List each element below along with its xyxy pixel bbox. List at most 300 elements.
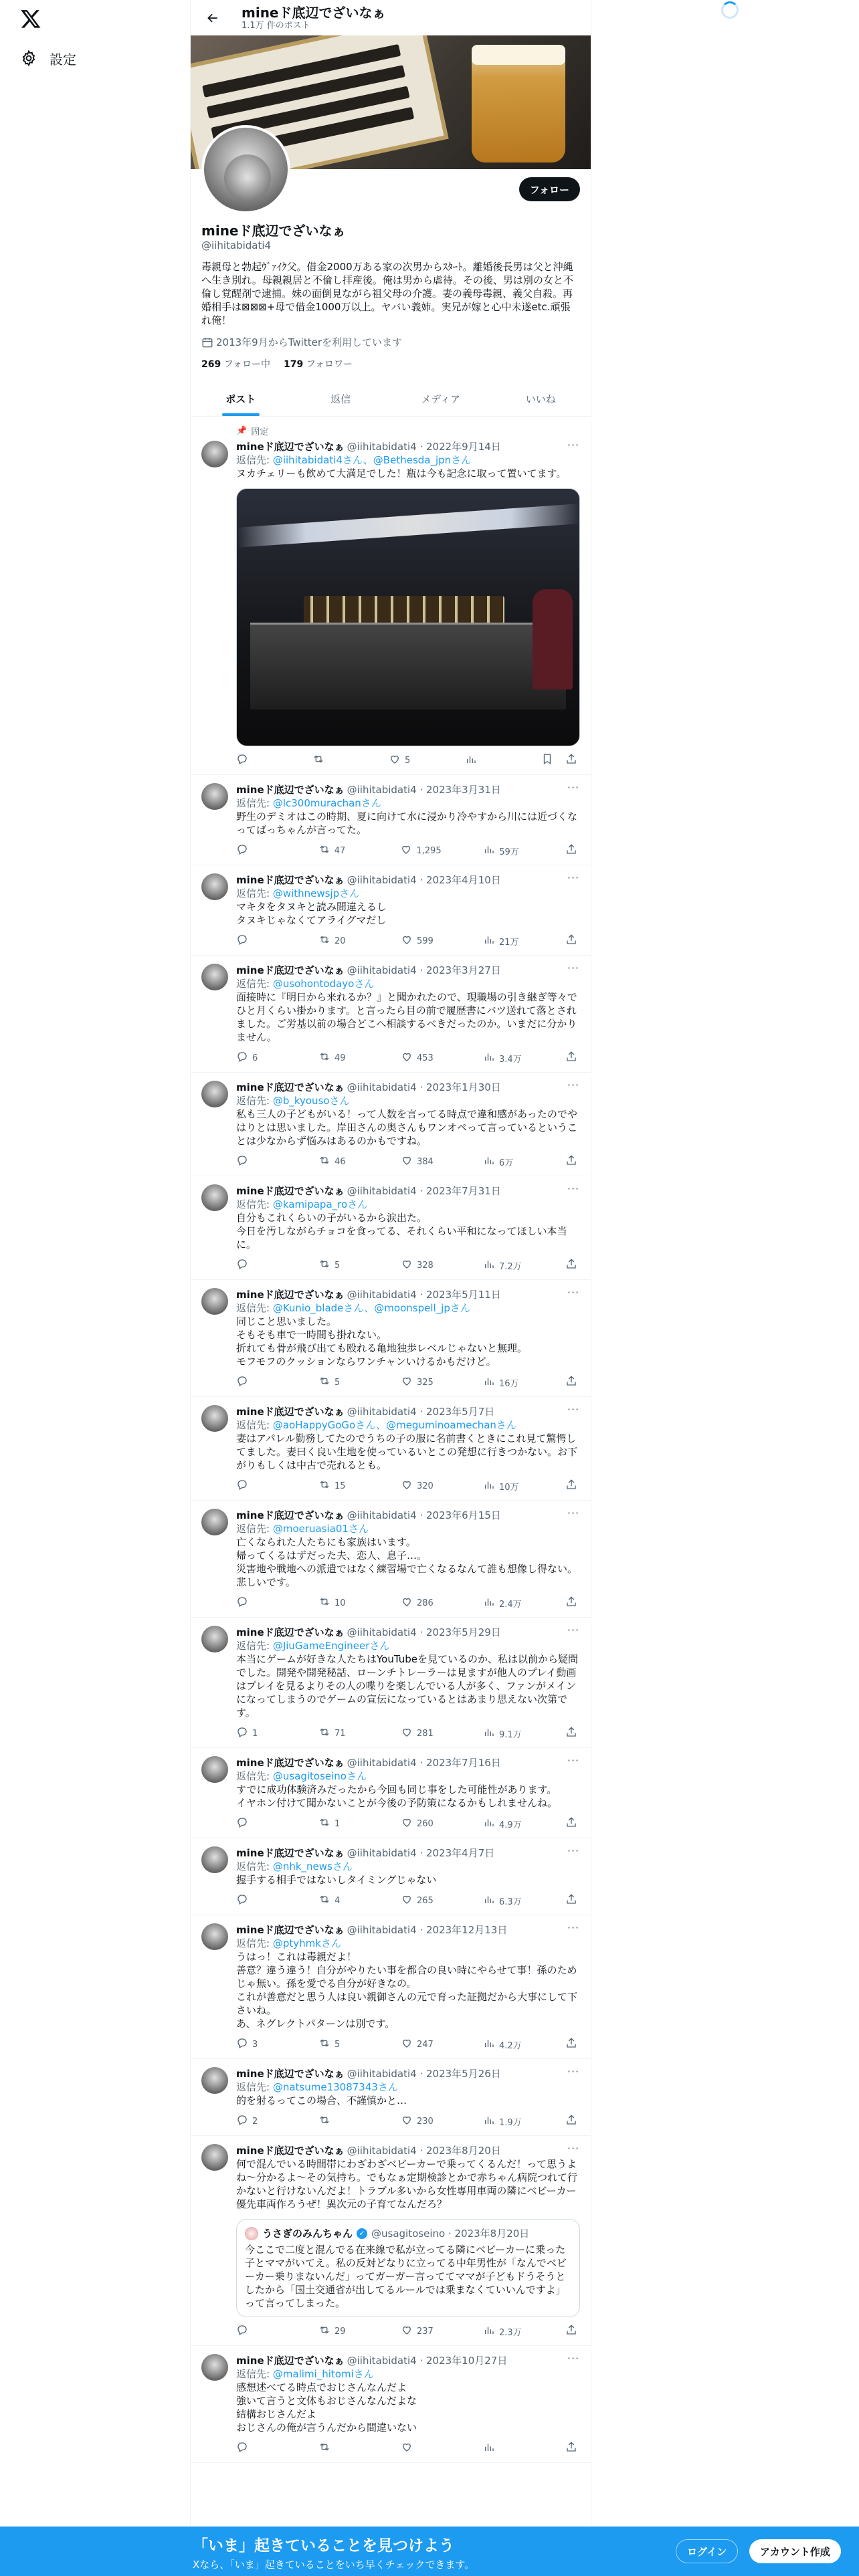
tweet-avatar[interactable] (201, 1184, 228, 1211)
bar-chart-icon (483, 1893, 495, 1908)
tweet-header (236, 783, 580, 796)
tweet-author-name[interactable]: mineド底辺でざいなぁ (236, 441, 345, 453)
repost-icon (312, 753, 324, 768)
repost-button[interactable]: 4 (318, 1893, 359, 1908)
heart-icon (401, 2037, 413, 2052)
tweet-avatar[interactable] (201, 2354, 228, 2381)
reply-context: 返信先: @moeruasia01さん (236, 1523, 369, 1535)
reply-icon (236, 1479, 248, 1493)
tweet-meta[interactable]: @iihitabidati4 · 2023年1月30日 (347, 1081, 501, 1093)
views-button[interactable]: 9.1万 (483, 1726, 523, 1741)
header-post-count: 1.1万 件のポスト (242, 20, 310, 31)
more-options-icon[interactable]: ··· (567, 439, 580, 451)
reply-mention-link[interactable]: @moeruasia01さん (272, 1523, 369, 1535)
repost-button[interactable]: 46 (318, 1154, 359, 1169)
share-icon (565, 1154, 577, 1169)
quote-avatar (245, 2227, 258, 2240)
repost-button[interactable]: 10 (318, 1596, 359, 1610)
reply-context: 返信先: @natsume13087343さん (236, 2081, 398, 2093)
reply-mention-link[interactable]: @kamipapa_roさん (272, 1198, 368, 1210)
tweet-text: 野生のデミオはこの時期、夏に向けて水に浸かり冷やすから川には近づくなってばっちゃんが言ってた。 (236, 811, 578, 836)
profile-tabs (191, 381, 591, 417)
more-options-icon[interactable]: ··· (567, 2065, 580, 2078)
share-button[interactable] (565, 2324, 577, 2339)
bar-chart-icon (483, 2441, 495, 2456)
tweet[interactable] (191, 865, 591, 956)
repost-button[interactable]: 5 (318, 1258, 359, 1273)
share-icon (565, 1479, 577, 1493)
tweet-header (236, 2144, 580, 2157)
tweet[interactable] (191, 2136, 591, 2346)
x-logo-icon[interactable] (20, 8, 41, 29)
like-button[interactable]: 237 (401, 2324, 441, 2339)
views-button[interactable] (483, 2441, 523, 2456)
repost-button[interactable]: 5 (318, 2037, 359, 2052)
repost-icon (318, 1893, 330, 1908)
follow-button[interactable]: フォロー (519, 177, 580, 201)
tweet-actions (236, 2037, 580, 2052)
reply-button[interactable] (236, 1375, 276, 1390)
reply-button[interactable]: 3 (236, 2037, 276, 2052)
back-button[interactable] (201, 7, 224, 29)
repost-icon (318, 934, 330, 948)
repost-icon (318, 1154, 330, 1169)
more-options-icon[interactable]: ··· (567, 1844, 580, 1857)
share-button[interactable] (565, 2441, 577, 2456)
like-button[interactable]: 453 (401, 1051, 441, 1065)
tab-likes[interactable]: いいね (525, 393, 556, 405)
reply-button[interactable] (236, 2324, 276, 2339)
tweet-meta[interactable]: @iihitabidati4 · 2023年5月7日 (347, 1406, 495, 1418)
tweet-actions (236, 2324, 580, 2339)
more-options-icon[interactable]: ··· (567, 1921, 580, 1934)
tweet-actions (236, 1726, 580, 1741)
repost-icon (318, 2441, 330, 2456)
heart-icon (401, 1596, 413, 1610)
tweet-actions (236, 1479, 580, 1493)
share-button[interactable] (565, 934, 577, 948)
tweet-header (236, 1288, 580, 1301)
reply-mention-link[interactable]: @ptyhmkさん (272, 1937, 341, 1949)
tweet-avatar[interactable] (201, 783, 228, 810)
reply-button[interactable]: 1 (236, 1726, 276, 1741)
like-button[interactable] (401, 2441, 441, 2456)
tweet-avatar[interactable] (201, 2144, 228, 2171)
following-link[interactable]: 269 フォロー中 (201, 359, 270, 370)
tweet-author-name[interactable]: mineド底辺でざいなぁ (236, 784, 345, 796)
tweet[interactable] (191, 956, 591, 1073)
bar-chart-icon (483, 2324, 495, 2339)
tweet-author-name[interactable]: mineド底辺でざいなぁ (236, 1406, 345, 1418)
more-options-icon[interactable]: ··· (567, 1079, 580, 1091)
tweet-text: マキタをタヌキと読み間違えるし タヌキじゃなくてアライグマだし (236, 901, 387, 926)
tweet-meta[interactable]: @iihitabidati4 · 2023年3月27日 (347, 964, 501, 976)
share-button[interactable] (565, 753, 577, 768)
reply-icon (236, 1726, 248, 1741)
heart-icon (400, 843, 412, 858)
tweet-meta[interactable]: @iihitabidati4 · 2023年5月11日 (347, 1289, 501, 1301)
tweet[interactable] (191, 1618, 591, 1748)
reply-button[interactable]: 2 (236, 2114, 276, 2129)
tweet-header (236, 440, 580, 453)
repost-icon (318, 1726, 330, 1741)
signup-button[interactable]: アカウント作成 (749, 2539, 841, 2563)
like-button[interactable]: 247 (401, 2037, 441, 2052)
tweet-text: 亡くなられた人たちにも家族はいます。 帰ってくるはずだった夫、恋人、息子…。 災害地や戦地への派遣ではなく練習場で亡くなるなんて誰も想像し得ない。 悲しいです。 (236, 1536, 578, 1588)
more-options-icon[interactable]: ··· (567, 1403, 580, 1416)
like-button[interactable]: 325 (401, 1375, 441, 1390)
heart-icon (401, 1051, 413, 1065)
reply-icon (236, 2037, 248, 2052)
views-button[interactable]: 4.9万 (483, 1816, 523, 1831)
tweet[interactable] (191, 1176, 591, 1280)
share-button[interactable] (565, 1816, 577, 1831)
tweet[interactable] (191, 1397, 591, 1501)
share-icon (565, 934, 577, 948)
reply-button[interactable] (236, 1479, 276, 1493)
tweet-text: うはっ！これは毒親だよ！ 善意？違う違う！自分がやりたい事を都合の良い時にやらせて事！孫のためじゃ無い。孫を愛でる自分が好きなの。 これが善意だと思う人は良い親御さんの元で育った証拠だから大事にして下さいね。 あ、ネグレクトパターンは別です。 (236, 1951, 578, 2030)
reply-icon (236, 753, 248, 768)
tweet-header (236, 873, 580, 887)
share-button[interactable] (565, 1154, 577, 1169)
tweet[interactable] (191, 1838, 591, 1915)
reply-mention-link[interactable]: @JiuGameEngineerさん (272, 1640, 390, 1652)
reply-icon (236, 843, 248, 858)
reply-icon (236, 2114, 248, 2129)
tweet-author-name[interactable]: mineド底辺でざいなぁ (236, 2355, 345, 2367)
like-button[interactable]: 230 (401, 2114, 441, 2129)
views-button[interactable]: 2.4万 (483, 1596, 523, 1610)
heart-icon (401, 934, 413, 948)
share-button[interactable] (565, 2037, 577, 2052)
tweet-actions (236, 1596, 580, 1610)
reply-button[interactable]: 6 (236, 1051, 276, 1065)
signup-banner (0, 2527, 859, 2576)
share-icon (565, 1051, 577, 1065)
more-options-icon[interactable]: ··· (567, 1182, 580, 1195)
profile-handle: @iihitabidati4 (201, 239, 272, 251)
tweet-avatar[interactable] (201, 1288, 228, 1315)
reply-mention-link[interactable]: @lc300murachanさん (272, 797, 381, 809)
heart-icon (401, 1154, 413, 1169)
tweet[interactable] (191, 1280, 591, 1397)
reply-mention-link[interactable]: @usagitoseinoさん (272, 1770, 367, 1782)
tweet-header (236, 1923, 580, 1937)
tweet-meta[interactable]: @iihitabidati4 · 2023年4月10日 (347, 874, 501, 886)
views-button[interactable]: 7.2万 (483, 1258, 523, 1273)
reply-mention-link[interactable]: @iihitabidati4さん、@Bethesda_jpnさん (272, 454, 472, 466)
like-button[interactable]: 265 (401, 1893, 441, 1908)
share-button[interactable] (565, 2114, 577, 2129)
share-icon (565, 1375, 577, 1390)
reply-context: 返信先: @JiuGameEngineerさん (236, 1640, 390, 1652)
bar-chart-icon (483, 1726, 495, 1741)
bar-chart-icon (483, 1479, 495, 1493)
tweet-author-name[interactable]: mineド底辺でざいなぁ (236, 1185, 345, 1197)
tweet-photo[interactable] (236, 488, 580, 746)
more-options-icon[interactable]: ··· (567, 1754, 580, 1767)
tweet[interactable] (191, 1501, 591, 1618)
tweet-text: 的を射るってこの場合、不謹慎かと… (236, 2095, 407, 2107)
views-button[interactable] (465, 753, 505, 768)
tweet-actions (236, 1893, 580, 1908)
reply-context: 返信先: @kamipapa_roさん (236, 1198, 368, 1210)
reply-mention-link[interactable]: @b_kyousoさん (272, 1095, 350, 1107)
tweet[interactable] (191, 2059, 591, 2136)
reply-button[interactable] (236, 1154, 276, 1169)
more-options-icon[interactable]: ··· (567, 1507, 580, 1519)
tweet[interactable] (191, 2346, 591, 2463)
header-profile-name: mineド底辺でざいなぁ (242, 4, 386, 21)
repost-button[interactable]: 15 (318, 1479, 359, 1493)
tweet-avatar[interactable] (201, 1626, 228, 1652)
pin-icon: 📌 (236, 426, 248, 436)
tweet-text: ヌカチェリーも飲めて大満足でした！瓶は今も記念に取って置いてます。 (236, 467, 567, 479)
reply-icon (236, 1596, 248, 1610)
verified-badge-icon: ✓ (357, 2228, 367, 2239)
heart-icon (401, 1479, 413, 1493)
like-button[interactable]: 260 (401, 1816, 441, 1831)
reply-icon (236, 2324, 248, 2339)
tweet-author-name[interactable]: mineド底辺でざいなぁ (236, 1626, 345, 1638)
more-options-icon[interactable]: ··· (567, 871, 580, 884)
tweet[interactable] (191, 417, 591, 775)
views-button[interactable]: 4.2万 (483, 2037, 523, 2052)
reply-context: 返信先: @iihitabidati4さん、@Bethesda_jpnさん (236, 454, 472, 466)
like-button[interactable]: 320 (401, 1479, 441, 1493)
tab-posts[interactable]: ポスト (191, 381, 291, 416)
tweet-author-name[interactable]: mineド底辺でざいなぁ (236, 2068, 345, 2080)
tweet-avatar[interactable] (201, 873, 228, 900)
more-options-icon[interactable]: ··· (567, 2352, 580, 2365)
tweet-avatar[interactable] (201, 964, 228, 990)
repost-button[interactable]: 29 (318, 2324, 359, 2339)
tweet-meta[interactable]: @iihitabidati4 · 2023年6月15日 (347, 1509, 501, 1521)
share-button[interactable] (565, 1893, 577, 1908)
like-button[interactable]: 281 (401, 1726, 441, 1741)
heart-icon (401, 2114, 413, 2129)
more-options-icon[interactable]: ··· (567, 962, 580, 974)
tweet-author-name[interactable]: mineド底辺でざいなぁ (236, 2145, 345, 2157)
profile-name: mineド底辺でざいなぁ (201, 223, 346, 239)
repost-button[interactable]: 1 (318, 1816, 359, 1831)
tweet-author-name[interactable]: mineド底辺でざいなぁ (236, 874, 345, 886)
reply-mention-link[interactable]: @usohontodayoさん (272, 978, 375, 990)
share-icon (565, 1258, 577, 1273)
tweet-author-name[interactable]: mineド底辺でざいなぁ (236, 1081, 345, 1093)
views-button[interactable]: 2.3万 (483, 2324, 523, 2339)
more-options-icon[interactable]: ··· (567, 2142, 580, 2155)
repost-icon (318, 1051, 330, 1065)
repost-button[interactable]: 20 (318, 934, 359, 948)
reply-context: 返信先: @aoHappyGoGoさん、@meguminoamechanさん (236, 1419, 516, 1431)
share-button[interactable] (565, 1726, 577, 1741)
tweet-header (236, 1081, 580, 1094)
tweet-meta[interactable]: @iihitabidati4 · 2023年4月7日 (347, 1847, 495, 1859)
reply-mention-link[interactable]: @aoHappyGoGoさん、@meguminoamechanさん (272, 1419, 516, 1431)
share-button[interactable] (565, 1051, 577, 1065)
tweet-text: 握手する相手ではないしタイミングじゃない (236, 1874, 437, 1886)
like-button[interactable]: 599 (401, 934, 441, 948)
repost-button[interactable]: 49 (318, 1051, 359, 1065)
tweet-header (236, 1846, 580, 1860)
reply-button[interactable] (236, 1816, 276, 1831)
profile-avatar[interactable] (201, 125, 290, 214)
reply-icon (236, 1258, 248, 1273)
share-icon (565, 2037, 577, 2052)
repost-button[interactable] (318, 2114, 359, 2129)
reply-button[interactable] (236, 934, 276, 948)
like-button[interactable]: 286 (401, 1596, 441, 1610)
repost-button[interactable]: 47 (318, 843, 359, 858)
quoted-tweet[interactable] (236, 2219, 580, 2317)
bar-chart-icon (483, 1051, 495, 1065)
share-button[interactable] (565, 1375, 577, 1390)
views-button[interactable]: 6万 (483, 1154, 523, 1169)
tweet-avatar[interactable] (201, 2067, 228, 2094)
more-options-icon[interactable]: ··· (567, 1624, 580, 1636)
tweet-author-name[interactable]: mineド底辺でざいなぁ (236, 1289, 345, 1301)
heart-icon (401, 2441, 413, 2456)
bar-chart-icon (483, 934, 495, 948)
tweet-avatar[interactable] (201, 441, 228, 467)
reply-mention-link[interactable]: @withnewsjpさん (272, 887, 360, 899)
share-icon (565, 1816, 577, 1831)
followers-link[interactable]: 179 フォロワー (284, 359, 353, 370)
bookmark-button[interactable] (541, 753, 553, 768)
tweet-avatar[interactable] (201, 1756, 228, 1783)
login-button[interactable]: ログイン (676, 2539, 738, 2563)
share-button[interactable] (565, 1596, 577, 1610)
tweet-meta[interactable]: @iihitabidati4 · 2022年9月14日 (347, 441, 501, 453)
nav-settings-link[interactable] (20, 47, 76, 70)
tweet-avatar[interactable] (201, 1509, 228, 1535)
tweet-meta[interactable]: @iihitabidati4 · 2023年5月29日 (347, 1626, 501, 1638)
profile-bio: 毒親母と勃起ｳﾞｧｲｸ父。借金2000万ある家の次男からｽﾀｰﾄ。離婚後長男は父と沖縄へ生き別れ。母親親居と不倫し拝産後。俺は男から虐待。その後、男は別の女と不倫し覚醒剤で逮捕。妹の面倒見ながら祖父母の介護。妻の義母毒親、義父自殺。再婚相手は⊠⊠⊠+母で借金1000万以上。ヤバい義姉。実兄が嫁と心中未遂etc.頑張れ俺！ (201, 261, 573, 326)
tweet-header (236, 1509, 580, 1522)
tweet-author-name[interactable]: mineド底辺でざいなぁ (236, 1509, 345, 1521)
tweet-meta[interactable]: @iihitabidati4 · 2023年3月31日 (347, 784, 501, 796)
tab-media[interactable]: メディア (421, 393, 461, 405)
views-button[interactable]: 6.3万 (483, 1893, 523, 1908)
reply-context: 返信先: @usohontodayoさん (236, 978, 375, 990)
tweet-avatar[interactable] (201, 1846, 228, 1873)
tweet-author-name[interactable]: mineド底辺でざいなぁ (236, 1757, 345, 1769)
reply-button[interactable] (236, 1596, 276, 1610)
tweet-avatar[interactable] (201, 1081, 228, 1107)
pinned-label: 📌 固定 (236, 426, 269, 437)
tweet-actions (236, 1816, 580, 1831)
heart-icon (401, 1893, 413, 1908)
reply-mention-link[interactable]: @malimi_hitomiさん (272, 2368, 374, 2380)
like-button[interactable]: 5 (389, 753, 429, 768)
tweet-meta[interactable]: @iihitabidati4 · 2023年10月27日 (347, 2355, 508, 2367)
reply-button[interactable] (236, 2441, 276, 2456)
tweet[interactable] (191, 775, 591, 865)
tweet-meta[interactable]: @iihitabidati4 · 2023年12月13日 (347, 1924, 508, 1936)
reply-context: 返信先: @withnewsjpさん (236, 887, 360, 899)
reply-context: 返信先: @Kunio_bladeさん、@moonspell_jpさん (236, 1302, 470, 1314)
like-button[interactable]: 328 (401, 1258, 441, 1273)
reply-mention-link[interactable]: @nhk_newsさん (272, 1860, 353, 1872)
reply-mention-link[interactable]: @Kunio_bladeさん、@moonspell_jpさん (272, 1302, 470, 1314)
tweet[interactable] (191, 1915, 591, 2059)
views-button[interactable]: 3.4万 (483, 1051, 523, 1065)
tweet-text: 同じこと思いました。 そもそも車で一時間も掛れない。 折れても骨が飛び出ても殴れる亀地独歩レベルじゃないと無理。 モフモフのクッションならワンチャンいけるかもだけど。 (236, 1315, 528, 1368)
tweet[interactable] (191, 1073, 591, 1176)
more-options-icon[interactable]: ··· (567, 1286, 580, 1299)
loading-spinner-icon (721, 1, 739, 19)
views-button[interactable]: 16万 (483, 1375, 523, 1390)
views-button[interactable]: 1.9万 (483, 2114, 523, 2129)
tweet-actions (236, 934, 580, 948)
reply-icon (236, 1051, 248, 1065)
reply-button[interactable] (236, 1258, 276, 1273)
profile-stats (201, 357, 580, 370)
reply-context: 返信先: @ptyhmkさん (236, 1937, 341, 1949)
tweet-author-name[interactable]: mineド底辺でざいなぁ (236, 1924, 345, 1936)
tweet-meta[interactable]: @iihitabidati4 · 2023年8月20日 (347, 2145, 501, 2157)
timeline (191, 417, 591, 2463)
repost-icon (318, 1479, 330, 1493)
tweet-header (236, 1756, 580, 1769)
share-icon (565, 1596, 577, 1610)
share-button[interactable] (565, 1258, 577, 1273)
bar-chart-icon (483, 843, 495, 858)
share-icon (565, 1893, 577, 1908)
tweet-actions (236, 2114, 580, 2129)
views-button[interactable]: 21万 (483, 934, 523, 948)
bar-chart-icon (483, 1375, 495, 1390)
tweet-meta[interactable]: @iihitabidati4 · 2023年7月16日 (347, 1757, 501, 1769)
tweet-meta[interactable]: @iihitabidati4 · 2023年7月31日 (347, 1185, 501, 1197)
tweet-author-name[interactable]: mineド底辺でざいなぁ (236, 964, 345, 976)
like-button[interactable]: 384 (401, 1154, 441, 1169)
share-button[interactable] (565, 1479, 577, 1493)
reply-button[interactable] (236, 1893, 276, 1908)
repost-button[interactable]: 71 (318, 1726, 359, 1741)
tweet-avatar[interactable] (201, 1405, 228, 1432)
tweet-text: 面接時に『明日から来れるか？』と聞かれたので、現職場の引き継ぎ等々でひと月くらい掛かります。と言ったら目の前で履歴書にバツ送れて落とされました。ご労基以前の場合どこへ相談するべきだったのか。いまだに分かりません。 (236, 991, 577, 1043)
banner-title: 「いま」起きていることを見つけよう (193, 2537, 454, 2555)
tweet-avatar[interactable] (201, 1923, 228, 1950)
like-button[interactable]: 1,295 (400, 843, 441, 858)
tweet-meta[interactable]: @iihitabidati4 · 2023年5月26日 (347, 2068, 501, 2080)
repost-button[interactable] (318, 2441, 359, 2456)
tweet-author-name[interactable]: mineド底辺でざいなぁ (236, 1847, 345, 1859)
reply-button[interactable] (236, 843, 276, 858)
reply-mention-link[interactable]: @natsume13087343さん (272, 2081, 398, 2093)
repost-button[interactable]: 5 (318, 1375, 359, 1390)
tweet-text: 妻はアパレル勤務してたのでうちの子の服に名前書くときにこれ見て驚愕してました。妻曰く良い生地を使っているいとこの発想に行きつかない。お下がりもしくは中古で売れるとも。 (236, 1432, 578, 1471)
tweet-header (236, 1405, 580, 1418)
repost-button[interactable] (312, 753, 353, 768)
more-options-icon[interactable]: ··· (567, 781, 580, 794)
profile-column (190, 0, 591, 2576)
tweet-actions (236, 1154, 580, 1169)
reply-context: 返信先: @malimi_hitomiさん (236, 2368, 374, 2380)
banner-subtitle: Xなら、「いま」起きていることをいち早くチェックできます。 (193, 2559, 475, 2571)
reply-button[interactable] (236, 753, 276, 768)
views-button[interactable]: 59万 (483, 843, 523, 858)
quote-text: 今ここで二度と混んでる在来線で私が立ってる隣にベビーカーに乗った子とママがいてえ。私の反対どなりに立ってる中年男性が「なんでベビーカー乗りまないんだ」ってガーガー言っててママが子どもドうそうとしたから「国土交通省が出してるルールでは乗まなくていいんですよ」って言ってしまった。 (245, 2244, 567, 2309)
tab-replies[interactable]: 返信 (330, 393, 351, 405)
share-button[interactable] (565, 843, 577, 858)
tweet-header (236, 964, 580, 977)
tweet[interactable] (191, 1748, 591, 1838)
views-button[interactable]: 10万 (483, 1479, 523, 1493)
gear-icon (20, 49, 37, 67)
